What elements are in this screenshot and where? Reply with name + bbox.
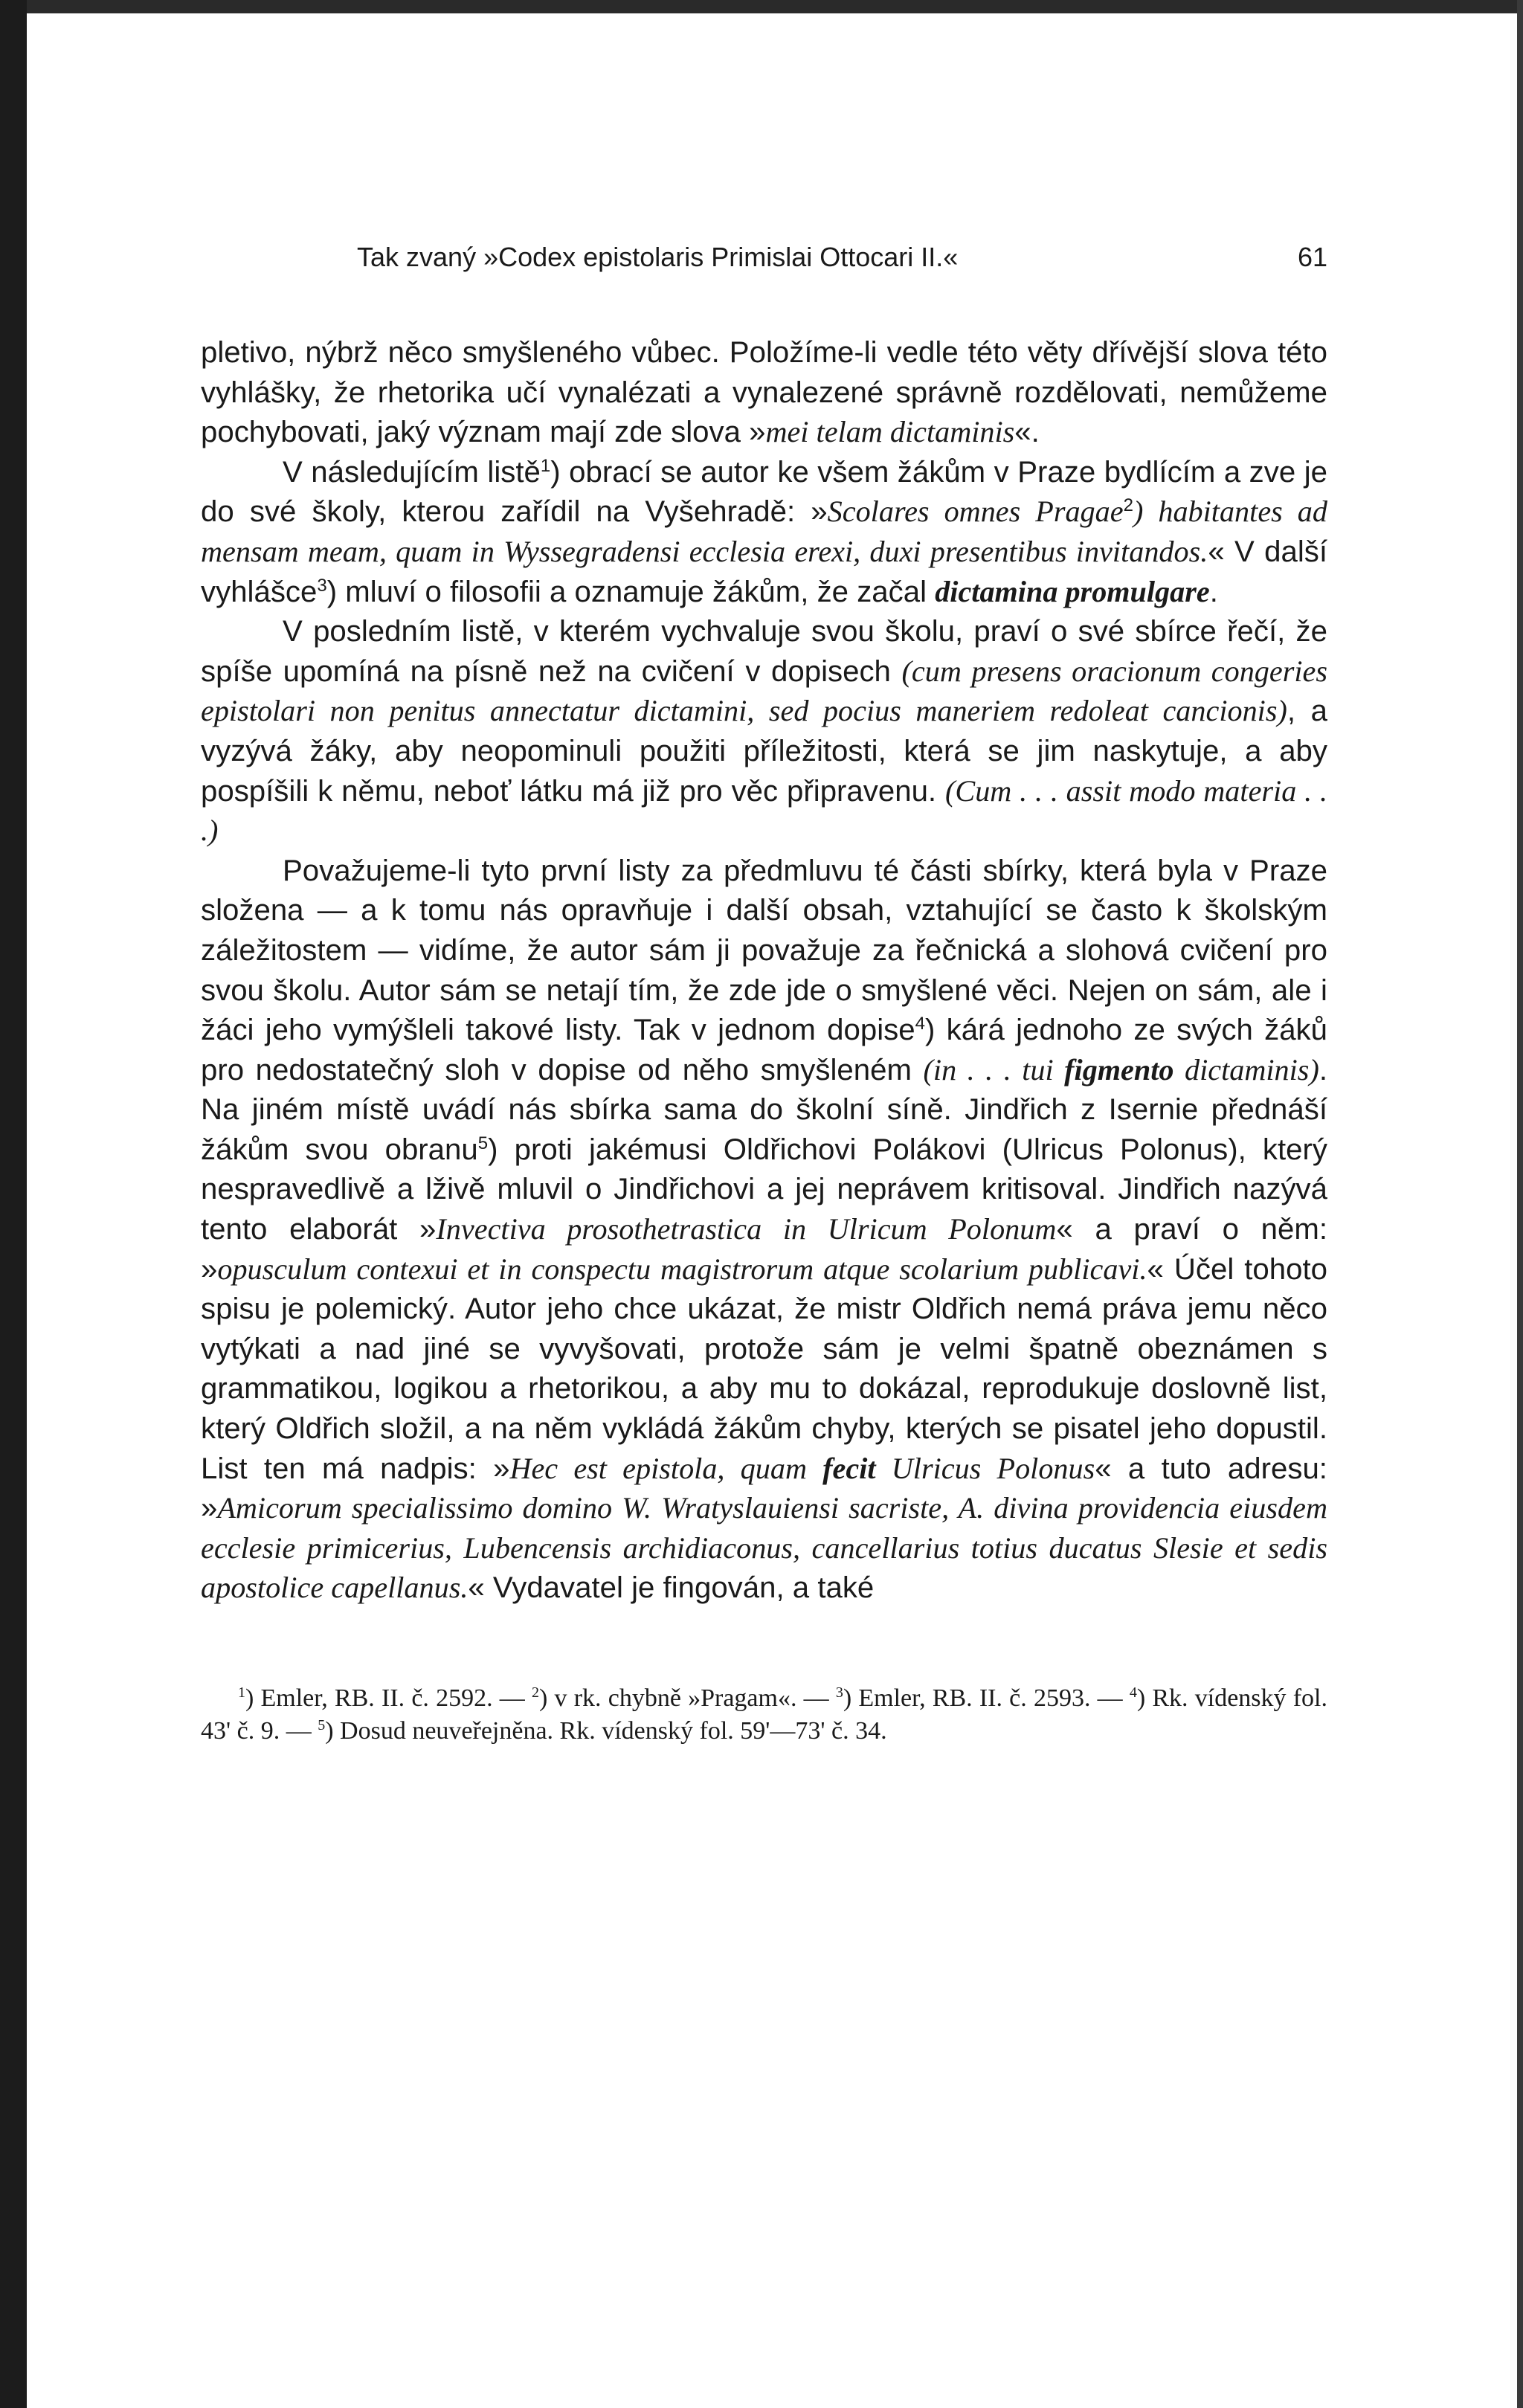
page-number: 61 (1297, 242, 1327, 272)
footnote-ref-5[interactable]: 5 (477, 1133, 489, 1153)
footnote-3: ) Emler, RB. II. č. 2593. — (843, 1684, 1130, 1712)
text-run: ) mluví o filosofii a oznamuje žákům, že začal (326, 574, 936, 608)
footnote-block (201, 1682, 1327, 1748)
latin-quote: mei telam dictaminis (765, 415, 1015, 449)
footnote-mark-5: 5 (318, 1717, 326, 1733)
text-run: Považujeme-li tyto první listy za předmluvu té části sbírky, která byla v Praze složena — a k tomu nás opravňuje i další obsah, vztahující se často k školským záležitostem — vidíme, že autor sám ji považuje za řečnická a slohová cvičení pro svou školu. Autor sám se netají tím, že zde jde o smyšlené věci. Nejen on sám, ale i žáci jeho vymýšleli takové listy. Tak v jednom dopise (201, 853, 1327, 1047)
footnote-ref-2[interactable]: 2 (1123, 495, 1133, 516)
text-run: «. (1014, 415, 1040, 449)
latin-quote: Invectiva prosothetrastica in Ulricum Polonum (436, 1212, 1057, 1246)
latin-quote: Ulricus Polonus (875, 1451, 1095, 1485)
latin-quote: dictaminis) (1173, 1052, 1319, 1087)
footnote-1: ) Emler, RB. II. č. 2592. — (245, 1684, 532, 1712)
main-text (201, 332, 1327, 1608)
latin-emphasis: fecit (822, 1451, 876, 1485)
scan-edge-right (1517, 0, 1523, 2408)
footnote-2: ) v rk. chybně »Pragam«. — (539, 1684, 836, 1712)
latin-quote: (cum presens oracionum congeries epistolari non penitus annectatur dictamini, sed pocius maneriem redoleat cancionis) (201, 654, 1327, 728)
text-run: ) obrací se autor ke všem žákům v Praze bydlícím a zve je do své školy, kterou zařídil na Vyšehradě: » (201, 454, 1327, 529)
latin-quote: Scolares omnes Pragae (827, 495, 1124, 529)
paragraph-3 (201, 611, 1327, 851)
text-run: . Na jiném místě uvádí nás sbírka sama do školní síně. Jindřich z Isernie přednáší žákům svou obranu (201, 1052, 1327, 1166)
footnote-mark-4: 4 (1129, 1684, 1137, 1701)
footnote-mark-3: 3 (835, 1684, 843, 1701)
footnote-4: ) Rk. vídenský fol. 43' č. 9. — (201, 1684, 1327, 1745)
paragraph-4 (201, 851, 1327, 1608)
text-run: « a tuto adresu: » (201, 1451, 1327, 1525)
text-run: « a praví o něm: » (201, 1212, 1328, 1286)
book-page (201, 242, 1327, 1748)
running-title: Tak zvaný »Codex epistolaris Primislai Ottocari II.« (357, 242, 959, 272)
latin-emphasis: dictamina promulgare (935, 574, 1210, 608)
latin-quote: (Cum . . . assit modo materia . . .) (201, 773, 1328, 848)
text-run: « Účel tohoto spisu je polemický. Autor jeho chce ukázat, že mistr Oldřich nemá práva jemu něco vytýkati a nad jiné se vyvyšovati, protože sám je velmi špatně obeznámen s grammatikou, logikou a rhetorikou, a aby mu to dokázal, reprodukuje doslovně list, který Oldřich složil, a na něm vykládá žákům chyby, kterých se pisatel jeho dopustil. List ten má nadpis: » (201, 1252, 1327, 1485)
text-run: V následujícím listě (283, 454, 541, 489)
footnote-ref-4[interactable]: 4 (915, 1014, 925, 1034)
latin-emphasis: figmento (1064, 1052, 1174, 1087)
text-run: ) kárá jednoho ze svých žáků pro nedostatečný sloh v dopise od něho smyšleném (201, 1013, 1327, 1087)
latin-quote: opusculum contexui et in conspectu magistrorum atque scolarium publicavi. (217, 1252, 1147, 1286)
text-run: , a vyzývá žáky, aby neopominuli použiti příležitosti, která se jim naskytuje, a aby pospíšili k němu, neboť látku má již pro věc připravenu. (201, 694, 1328, 808)
latin-quote: (in . . . tui (923, 1052, 1065, 1087)
latin-quote: Amicorum specialissimo domino W. Wratyslauiensi sacriste, A. divina providencia eiusdem ecclesie primicerius, Lubencensis archidiaconus, cancellarius totius ducatus Slesie et sedis apostolice capellanus. (201, 1491, 1327, 1605)
footnote-mark-2: 2 (532, 1684, 539, 1701)
text-run: pletivo, nýbrž něco smyšleného vůbec. Položíme-li vedle této věty dřívější slova této vyhlášky, že rhetorika učí vynalézati a vynalezené správně rozdělovati, nemůžeme pochybovati, jaký význam mají zde slova » (201, 335, 1327, 449)
footnotes (201, 1682, 1327, 1748)
footnote-ref-1[interactable]: 1 (540, 455, 551, 476)
text-run: V posledním listě, v kterém vychvaluje svou školu, praví o své sbírce řečí, že spíše upomíná na písně než na cvičení v dopisech (201, 614, 1327, 688)
text-run: ) proti jakémusi Oldřichovi Polákovi (Ulricus Polonus), který nespravedlivě a lživě mluvil o Jindřichovi a jej neprávem kritisoval. Jindřich nazývá tento elaborát » (201, 1132, 1328, 1246)
paragraph-2 (201, 452, 1327, 611)
footnote-ref-3[interactable]: 3 (317, 575, 327, 596)
running-header (201, 242, 1327, 286)
text-run: « Vydavatel je fingován, a také (468, 1571, 875, 1605)
latin-quote: ) habitantes ad mensam meam, quam in Wyssegradensi ecclesia erexi, duxi presentibus invitandos. (201, 495, 1327, 568)
text-run: « V další vyhlášce (201, 534, 1328, 608)
paragraph-1 (201, 332, 1327, 452)
latin-quote: Hec est epistola, quam (509, 1451, 823, 1485)
text-run: . (1209, 574, 1218, 608)
scan-edge-top (0, 0, 1523, 13)
scan-edge-left (0, 0, 27, 2408)
footnote-mark-1: 1 (238, 1684, 245, 1701)
footnote-5: ) Dosud neuveřejněna. Rk. vídenský fol. 59'—73' č. 34. (325, 1717, 887, 1745)
